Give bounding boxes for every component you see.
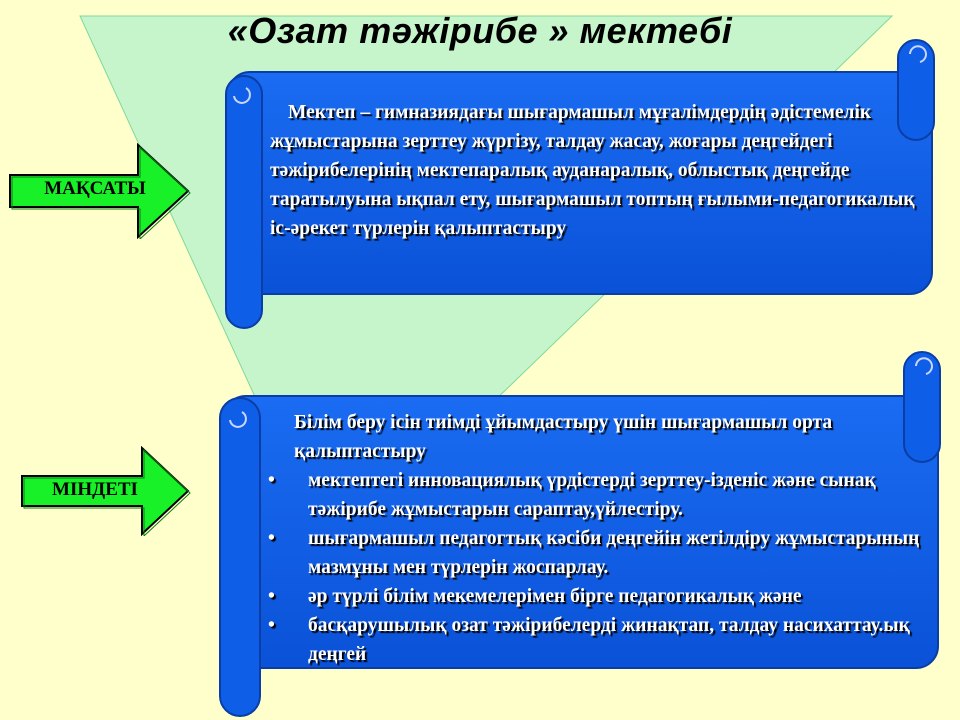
task-item-text: әр түрлі білім мекемелерімен бірге педагогикалық және xyxy=(308,586,802,607)
tasks-intro: Білім беру ісін тиімді ұйымдастыру үшін шығармашыл орта қалыптастыру xyxy=(294,412,833,462)
task-item xyxy=(268,582,943,611)
tasks-label: МІНДЕТІ xyxy=(52,479,138,500)
task-item-text: мектептегі инновациялық үрдістерді зерттеу-ізденіс және сынақ тәжірибе жұмыстарын сараптау,үйлестіру. xyxy=(308,470,876,520)
goal-paragraph: Мектеп – гимназиядағы шығармашыл мұғалімдердің әдістемелік жұмыстарына зерттеу жүргізу, талдау жасау, жоғары деңгейдегі тәжірибелерінің мектепаралық ауданаралық, облыстық деңгейде таратылуына ықпал ету, шығармашыл топтың ғылыми-педагогикалық іс-әрекет түрлерін қалыптастыру xyxy=(270,102,915,239)
task-item-text: шығармашыл педагогтық кәсіби деңгейін жетілдіру жұмыстарының мазмұны мен түрлерін жоспарлау. xyxy=(308,528,920,578)
task-item xyxy=(268,524,943,582)
task-item xyxy=(268,611,943,669)
bullet-icon: • xyxy=(268,528,275,549)
task-item-text: басқарушылық озат тәжірибелерді жинақтап, талдау насихаттау.ық деңгей xyxy=(308,615,910,665)
bullet-icon: • xyxy=(268,615,275,636)
tasks-text xyxy=(268,408,943,669)
page-title: «Озат тәжірибе » мектебі xyxy=(227,10,733,51)
task-item xyxy=(268,466,943,524)
goal-label: МАҚСАТЫ xyxy=(44,178,146,199)
bullet-icon: • xyxy=(268,586,275,607)
bullet-icon: • xyxy=(268,470,275,491)
goal-text xyxy=(270,98,920,243)
